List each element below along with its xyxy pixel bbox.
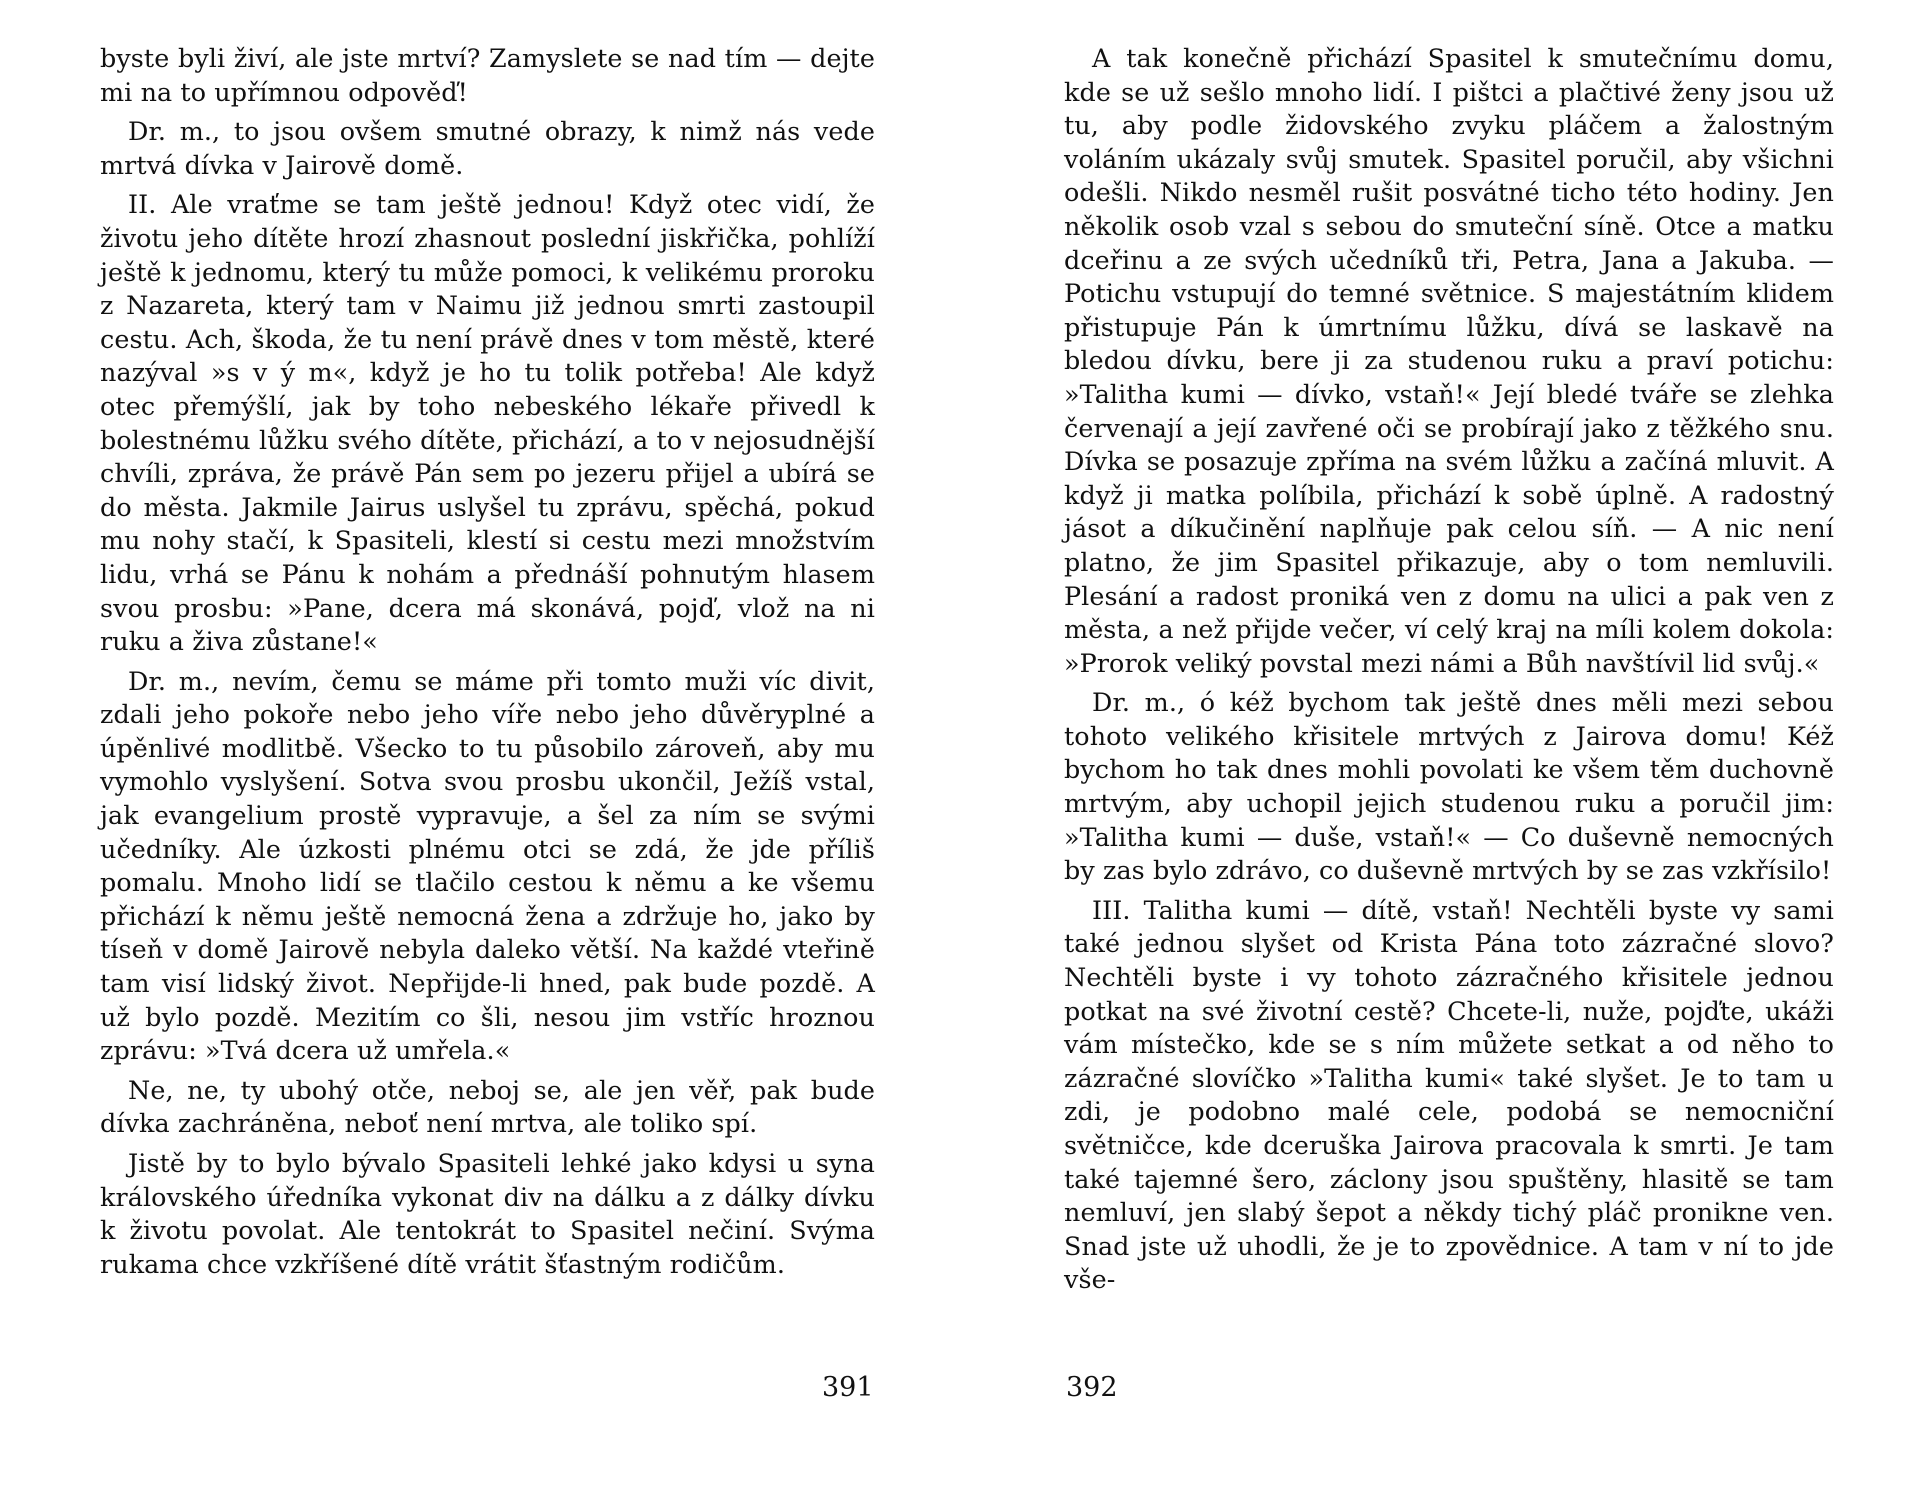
page-number-right: 392 bbox=[1066, 1372, 1118, 1403]
left-paragraph-5: Ne, ne, ty ubohý otče, neboj se, ale jen věř, pak bude dívka zachráněna, neboť není mrtva, ale toliko spí. bbox=[100, 1074, 875, 1139]
right-paragraph-3: III. Talitha kumi — dítě, vstaň! Nechtěli byste vy sami také jednou slyšet od Krista Pána toto zázračné slovo? Nechtěli byste i vy tohoto zázračného křisitele jednou potkat na své životní cestě? Chcete-li, nuže, pojďte, ukáži vám místečko, kde se s ním můžete setkat a od něho to zázračné slovíčko »Talitha kumi« také slyšet. Je to tam u zdi, je podobno malé cele, podobá se nemocniční světničce, kde dceruška Jairova pracovala k smrti. Je tam také tajemné šero, záclony jsou spuštěny, hlasitě se tam nemluví, jen slabý šepot a někdy tichý pláč pronikne ven. Snad jste už uhodli, že je to zpovědnice. A tam v ní to jde vše- bbox=[1064, 894, 1834, 1295]
left-paragraph-6: Jistě by to bylo bývalo Spasiteli lehké jako kdysi u syna královského úředníka vykonat div na dálku a z dálky dívku k životu povolat. Ale tentokrát to Spasitel nečiní. Svýma rukama chce vzkříšené dítě vrátit šťastným rodičům. bbox=[100, 1148, 875, 1279]
left-paragraph-1: byste byli živí, ale jste mrtví? Zamyslete se nad tím — dejte mi na to upřímnou odpověď! bbox=[100, 43, 875, 107]
left-page bbox=[100, 42, 875, 1287]
left-paragraph-3: II. Ale vraťme se tam ještě jednou! Když otec vidí, že životu jeho dítěte hrozí zhasnout poslední jiskřička, pohlíží ještě k jednomu, který tu může pomoci, k velikému proroku z Nazareta, který tam v Naimu již jednou smrti zastoupil cestu. Ach, škoda, že tu není právě dnes v tom městě, které nazýval »s v ý m«, když je ho tu tolik potřeba! Ale když otec přemýšlí, jak by toho nebeského lékaře přivedl k bolestnému lůžku svého dítěte, přichází, a to v nejosudnější chvíli, zpráva, že právě Pán sem po jezeru přijel a ubírá se do města. Jakmile Jairus uslyšel tu zprávu, spěchá, pokud mu nohy stačí, k Spasiteli, klestí si cestu mezi množstvím lidu, vrhá se Pánu k nohám a přednáší pohnutým hlasem svou prosbu: »Pane, dcera má skonává, pojď, vlož na ni ruku a živa zůstane!« bbox=[100, 189, 875, 657]
right-paragraph-1: A tak konečně přichází Spasitel k smutečnímu domu, kde se už sešlo mnoho lidí. I pištci a plačtivé ženy jsou už tu, aby podle židovského zvyku pláčem a žalostným voláním ukázaly svůj smutek. Spasitel poručil, aby všichni odešli. Nikdo nesměl rušit posvátné ticho této hodiny. Jen několik osob vzal s sebou do smuteční síně. Otce a matku dceřinu a ze svých učedníků tři, Petra, Jana a Jakuba. — Potichu vstupují do temné světnice. S majestátním klidem přistupuje Pán k úmrtnímu lůžku, dívá se laskavě na bledou dívku, bere ji za studenou ruku a praví potichu: »Talitha kumi — dívko, vstaň!« Její bledé tváře se zlehka červenají a její zavřené oči se probírají jako z těžkého snu. Dívka se posazuje zpříma na svém lůžku a začíná mluvit. A když ji matka políbila, přichází k sobě úplně. A radostný jásot a díkučinění naplňuje pak celou síň. — A nic není platno, že jim Spasitel přikazuje, aby o tom nemluvili. Plesání a radost proniká ven z domu na ulici a pak ven z města, a než přijde večer, ví celý kraj na míli kolem dokola: »Prorok veliký povstal mezi námi a Bůh navštívil lid svůj.« bbox=[1064, 43, 1834, 678]
right-paragraph-2: Dr. m., ó kéž bychom tak ještě dnes měli mezi sebou tohoto velikého křisitele mrtvých z Jairova domu! Kéž bychom ho tak dnes mohli povolati ke všem těm duchovně mrtvým, aby uchopil jejich studenou ruku a poručil jim: »Talitha kumi — duše, vstaň!« — Co duševně nemocných by zas bylo zdrávo, co duševně mrtvých by se zas vzkřísilo! bbox=[1064, 687, 1834, 886]
page-number-left: 391 bbox=[822, 1372, 874, 1403]
left-paragraph-2: Dr. m., to jsou ovšem smutné obrazy, k nimž nás vede mrtvá dívka v Jairově domě. bbox=[100, 116, 875, 180]
right-page bbox=[1064, 42, 1834, 1303]
left-paragraph-4: Dr. m., nevím, čemu se máme při tomto muži víc divit, zdali jeho pokoře nebo jeho víře nebo jeho důvěryplné a úpěnlivé modlitbě. Všecko to tu působilo zároveň, aby mu vymohlo vyslyšení. Sotva svou prosbu ukončil, Ježíš vstal, jak evangelium prostě vypravuje, a šel za ním se svými učedníky. Ale úzkosti plnému otci se zdá, že jde příliš pomalu. Mnoho lidí se tlačilo cestou k němu a ke všemu přichází k němu ještě nemocná žena a zdržuje ho, jako by tíseň v domě Jairově nebyla daleko větší. Na každé vteřině tam visí lidský život. Nepřijde-li hned, pak bude pozdě. A už bylo pozdě. Mezitím co šli, nesou jim vstříc hroznou zprávu: »Tvá dcera už umřela.« bbox=[100, 665, 875, 1066]
